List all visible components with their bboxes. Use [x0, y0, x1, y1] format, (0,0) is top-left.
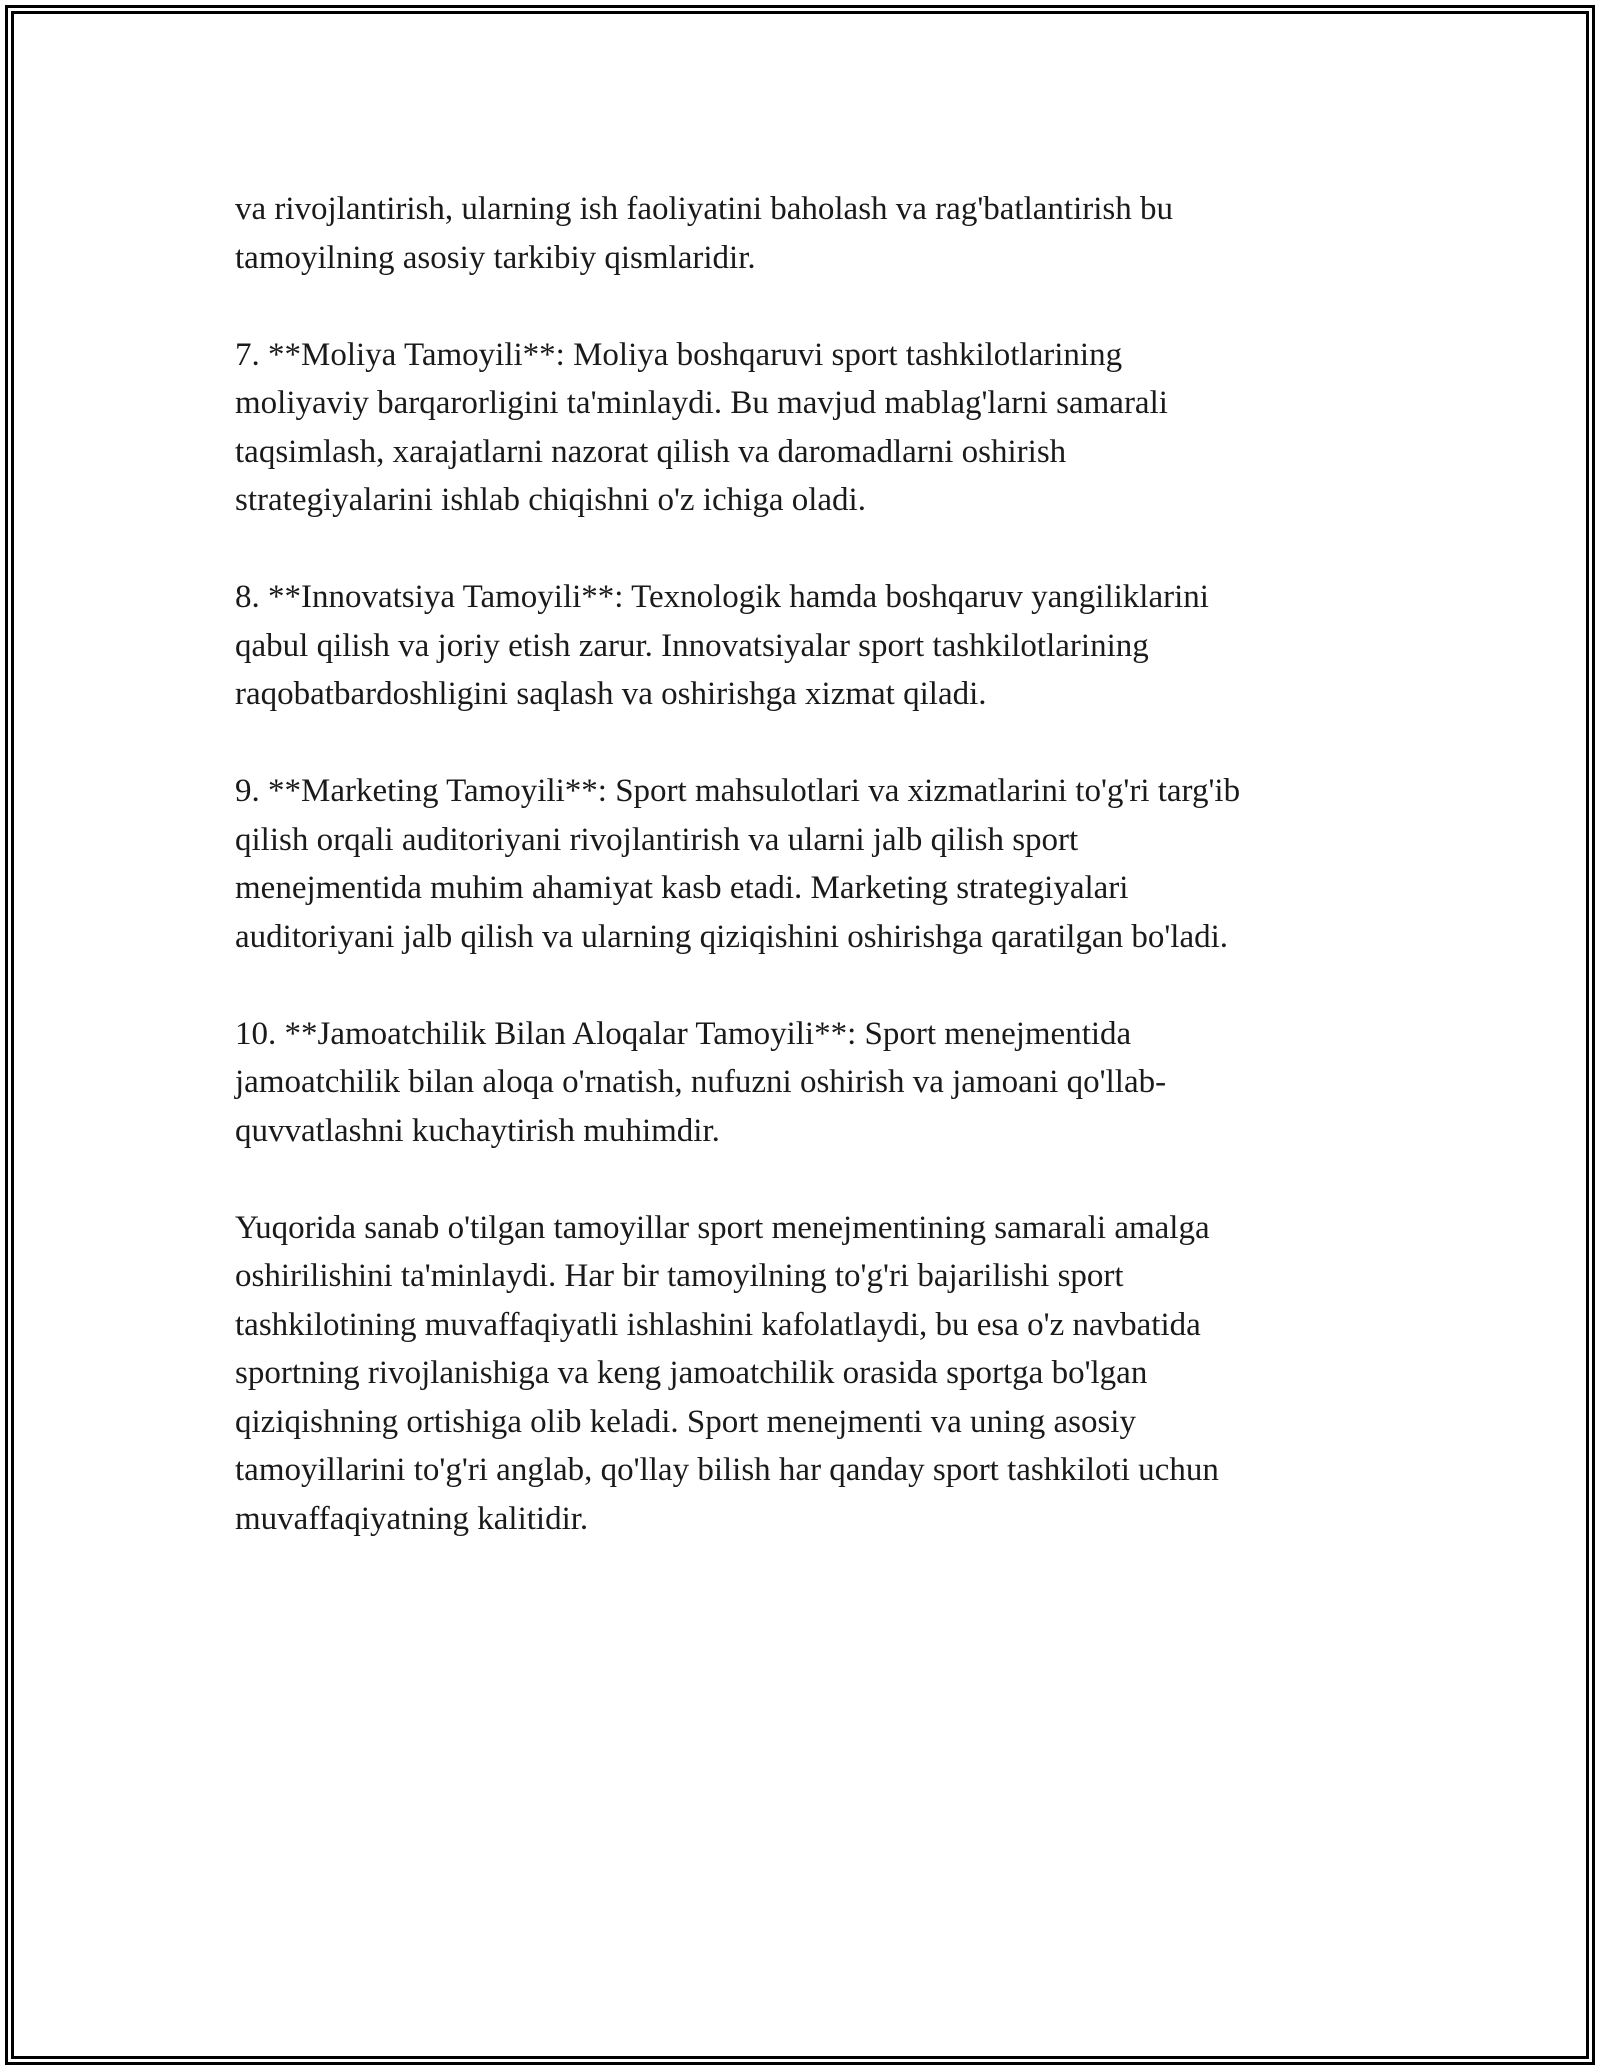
paragraph-moliya-tamoyili: 7. **Moliya Tamoyili**: Moliya boshqaruvi sport tashkilotlarining moliyaviy barqarorligini ta'minlaydi. Bu mavjud mablag'larni samarali taqsimlash, xarajatlarni nazorat qilish va daromadlarni oshirish strategiyalarini ishlab chiqishni o'z ichiga oladi.: [235, 336, 1168, 518]
paragraph-conclusion: Yuqorida sanab o'tilgan tamoyillar sport menejmentining samarali amalga oshirilishini ta'minlaydi. Har bir tamoyilning to'g'ri bajarilishi sport tashkilotining muvaffaqiyatli ishlashini kafolatlaydi, bu esa o'z navbatida sportning rivojlanishiga va keng jamoatchilik orasida sportga bo'lgan qiziqishning ortishiga olib keladi. Sport menejmenti va uning asosiy tamoyillarini to'g'ri anglab, qo'llay bilish har qanday sport tashkiloti uchun muvaffaqiyatning kalitidir.: [235, 1209, 1219, 1537]
paragraph-marketing-tamoyili: 9. **Marketing Tamoyili**: Sport mahsulotlari va xizmatlarini to'g'ri targ'ib qilish orqali auditoriyani rivojlantirish va ularni jalb qilish sport menejmentida muhim ahamiyat kasb etadi. Marketing strategiyalari auditoriyani jalb qilish va ularning qiziqishini oshirishga qaratilgan bo'ladi.: [235, 773, 1241, 955]
paragraph-jamoatchilik-tamoyili: 10. **Jamoatchilik Bilan Aloqalar Tamoyili**: Sport menejmentida jamoatchilik bilan aloqa o'rnatish, nufuzni oshirish va jamoani qo'llab- quvvatlashni kuchaytirish muhimdir.: [235, 1015, 1167, 1149]
paragraph-innovatsiya-tamoyili: 8. **Innovatsiya Tamoyili**: Texnologik hamda boshqaruv yangiliklarini qabul qilish va joriy etish zarur. Innovatsiyalar sport tashkilotlarining raqobatbardoshligini saqlash va oshirishga xizmat qiladi.: [235, 579, 1209, 712]
paragraph-continuation: va rivojlantirish, ularning ish faoliyatini baholash va rag'batlantirish bu tamoyilning asosiy tarkibiy qismlaridir.: [235, 191, 1173, 276]
document-body: [235, 185, 1375, 1592]
